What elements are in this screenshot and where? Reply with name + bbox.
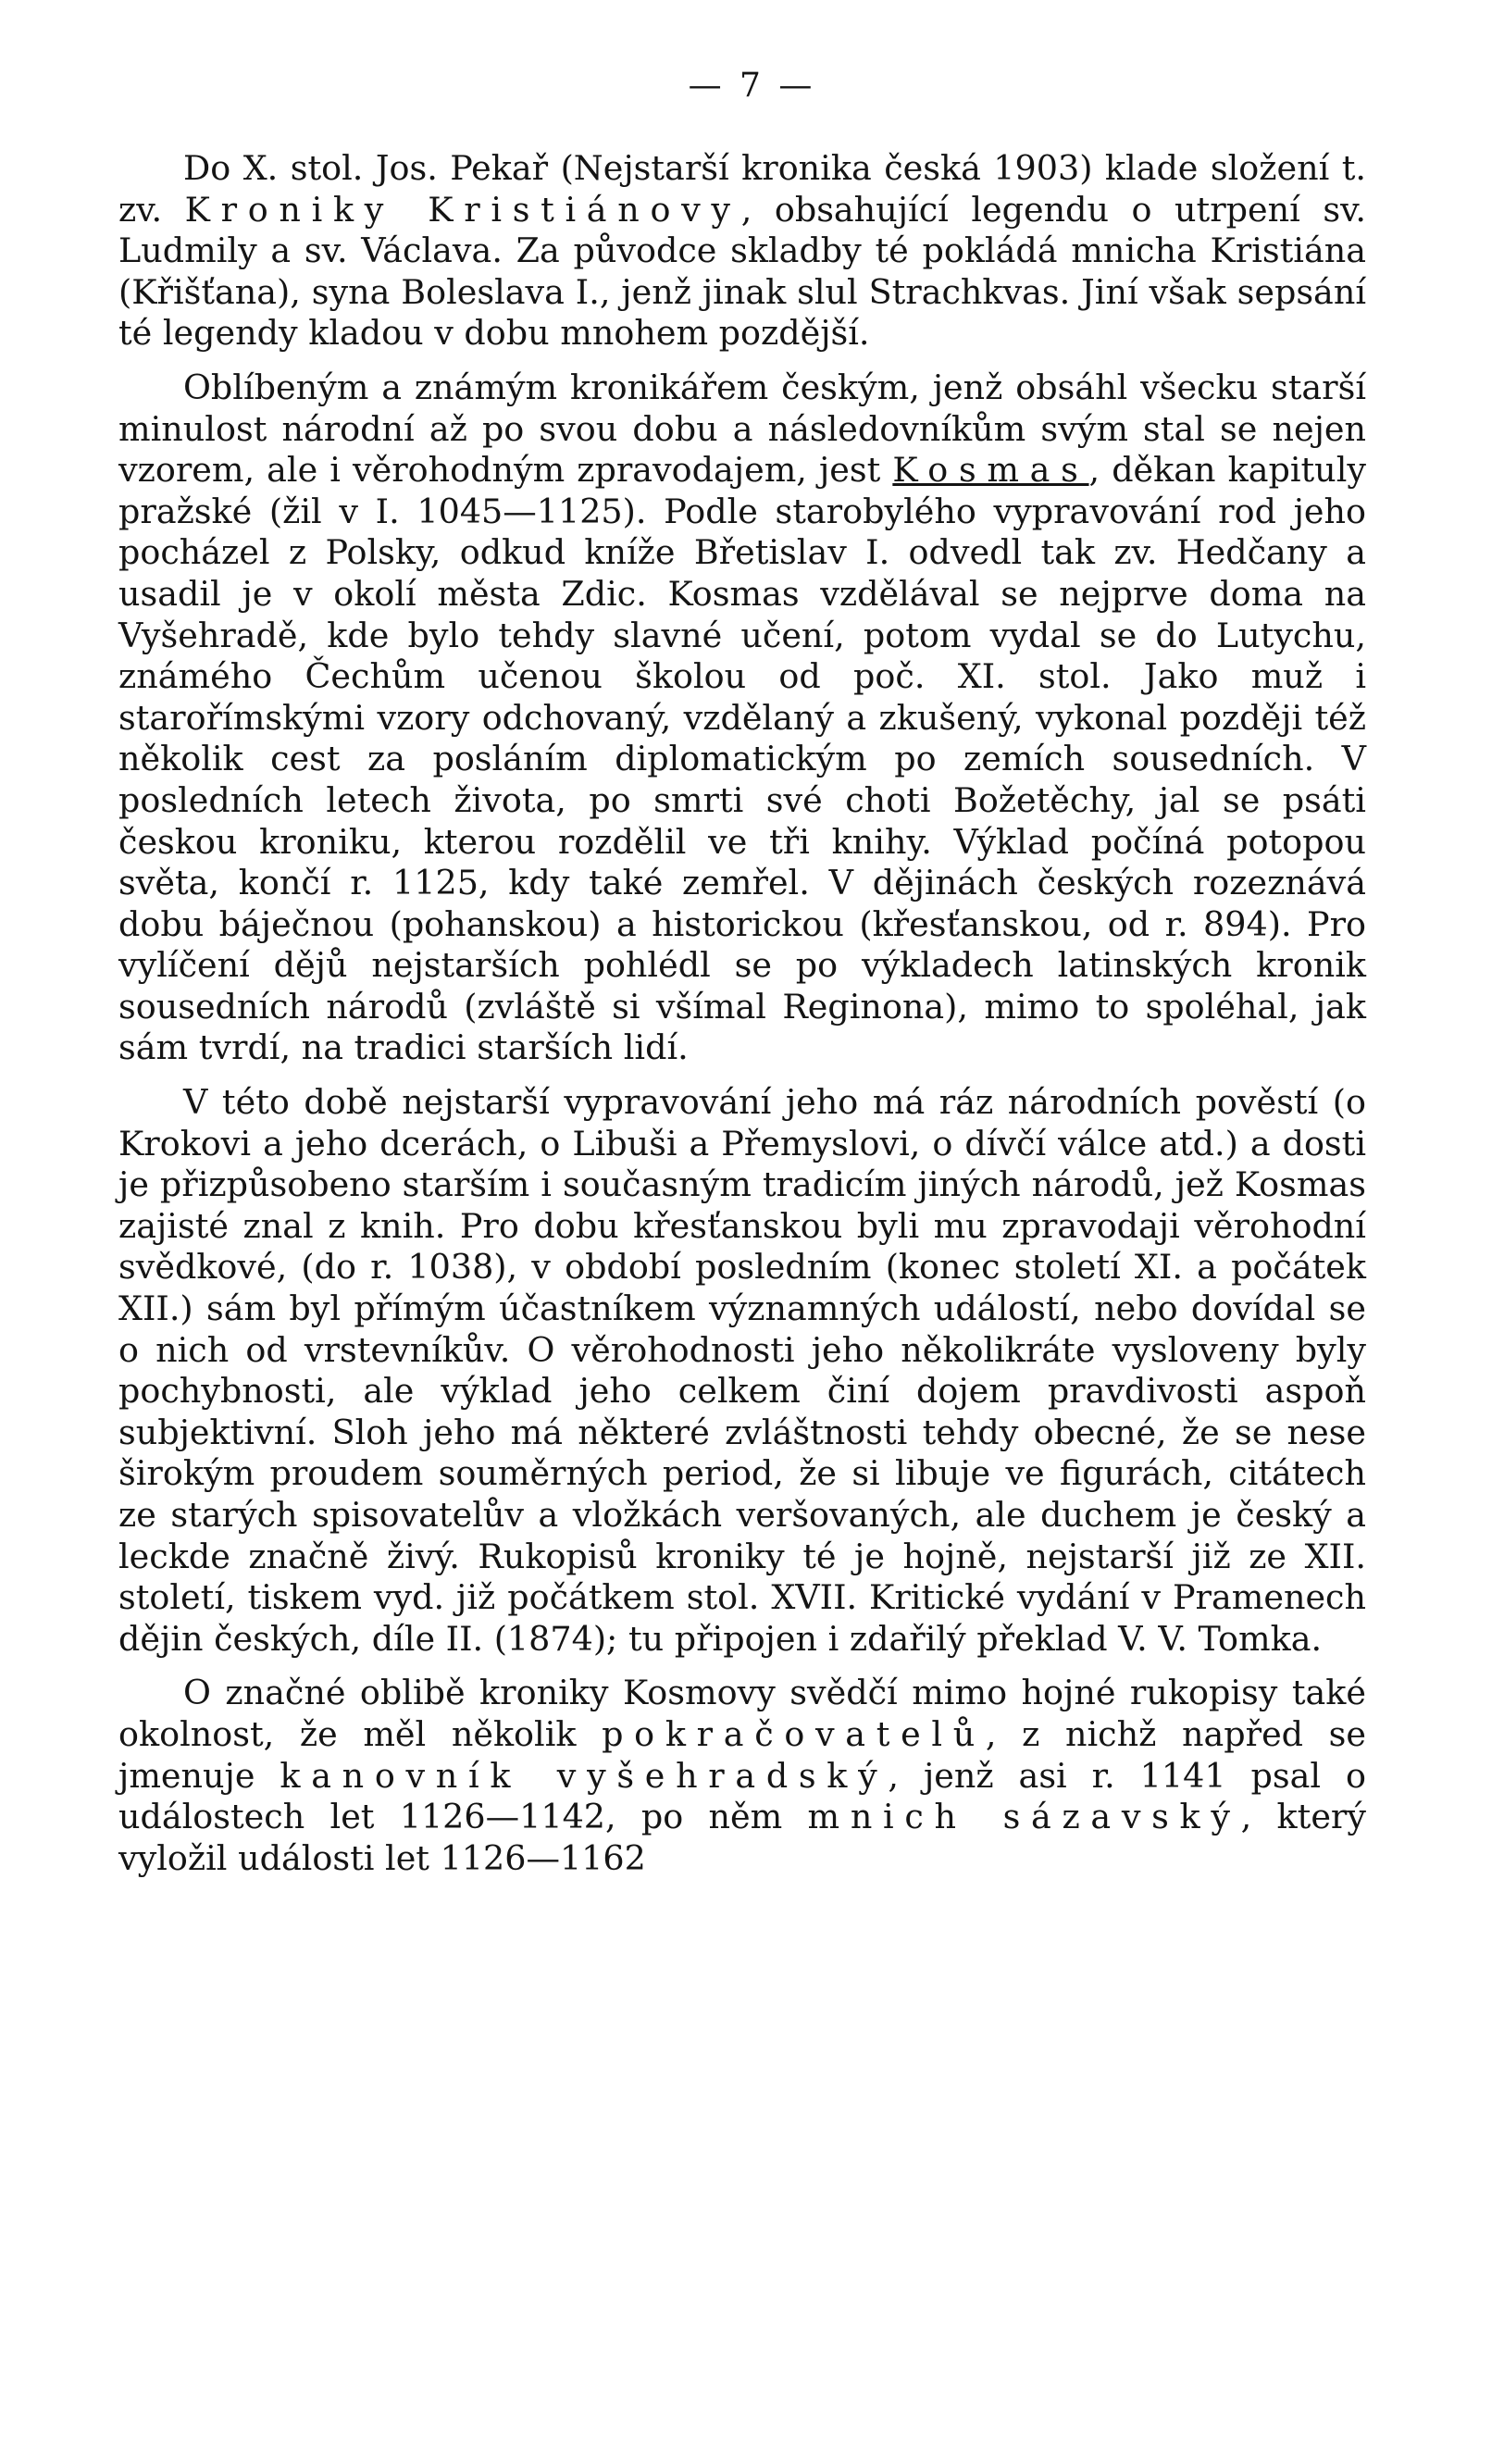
text-run: , jenž asi r. 1141 psal o událostech let 1126—1142, po něm: [118, 1755, 1366, 1837]
paragraph: [118, 1082, 1366, 1660]
paragraph: [118, 367, 1366, 1069]
text-run: , děkan kapituly pražské (žil v I. 1045—1125). Podle starobylého vypravování rod jeho pocházel z Polsky, odkud kníže Břetislav I. odvedl tak zv. Hedčany a usadil je v okolí města Zdic. Kosmas vzdělával se nejprve doma na Vyšehradě, kde bylo tehdy slavné učení, potom vydal se do Lutychu, známého Čechům učenou školou od poč. XI. stol. Jako muž i starořímskými vzory odchovaný, vzdělaný a zkušený, vykonal později též několik cest za posláním diplomatickým po zemích sousedních. V posledních letech života, po smrti své choti Božetěchy, jal se psáti českou kroniku, kterou rozdělil ve tři knihy. Výklad počíná potopou světa, končí r. 1125, kdy také zemřel. V dějinách českých rozeznává dobu báječnou (pohanskou) a historickou (křesťanskou, od r. 894). Pro vylíčení dějů nejstarších pohlédl se po výkladech latinských kronik sousedních národů (zvláště si všímal Reginona), mimo to spoléhal, jak sám tvrdí, na tradici starších lidí.: [118, 450, 1366, 1068]
text-run: O značné oblibě kroniky Kosmovy svědčí mimo hojné rukopisy také okolnost, že měl několik: [118, 1673, 1366, 1754]
page-number: — 7 —: [688, 67, 816, 105]
text-run: , z nichž napřed se jmenuje: [118, 1713, 1367, 1796]
text-run: V této době nejstarší vypravování jeho má ráz národních pověstí (o Krokovi a jeho dcerách, o Libuši a Přemyslovi, o dívčí válce atd.) a dosti je přizpůsobeno starším i současným tradicím jiných národů, jež Kosmas zajisté znal z knih. Pro dobu křesťanskou byli mu zpravodaji věrohodní svědkové, (do r. 1038), v období posledním (konec století XI. a počátek XII.) sám byl přímým účastníkem významných událostí, nebo dovídal se o nich od vrstevníkův. O věrohodnosti jeho několikráte vysloveny byly pochybnosti, ale výklad jeho celkem činí dojem pravdivosti aspoň subjektivní. Sloh jeho má některé zvláštnosti tehdy obecné, že se nese širokým proudem souměrných period, že si libuje ve figurách, citátech ze starých spisovatelův a vložkách veršovaných, ale duchem je český a leckde značně živý. Rukopisů kroniky té je hojně, nejstarší již ze XII. století, tiskem vyd. již počátkem stol. XVII. Kritické vydání v Pramenech dějin českých, díle II. (1874); tu připojen i zdařilý překlad V. V. Tomka.: [118, 1082, 1366, 1659]
text-run: Do X. stol. Jos. Pekař (Nejstarší kronika česká 1903) klade složení t. zv.: [118, 148, 1366, 230]
paragraph: [118, 148, 1366, 355]
body-text: [118, 148, 1366, 1879]
spaced-term: Kosmas: [892, 450, 1089, 491]
spaced-term: pokračovatelů: [602, 1713, 986, 1754]
spaced-term: Kroniky Kristiánovy: [184, 189, 741, 230]
spaced-term: kanovník vyšehradský: [280, 1755, 889, 1796]
paragraph: [118, 1673, 1366, 1879]
text-run: , obsahující legendu o utrpení sv. Ludmily a sv. Václava. Za původce skladby té pokládá mnicha Kristiána (Křišťana), syna Boleslava I., jenž jinak slul Strachkvas. Jiní však sepsání té legendy kladou v dobu mnohem pozdější.: [118, 189, 1366, 354]
text-run: Oblíbeným a známým kronikářem českým, jenž obsáhl všecku starší minulost národní až po svou dobu a následovníkům svým stal se nejen vzorem, ale i věrohodným zpravodajem, jest: [118, 367, 1366, 491]
spaced-term: mnich sázavský: [807, 1797, 1241, 1837]
text-run: , který vyložil události let 1126—1162: [118, 1797, 1366, 1878]
